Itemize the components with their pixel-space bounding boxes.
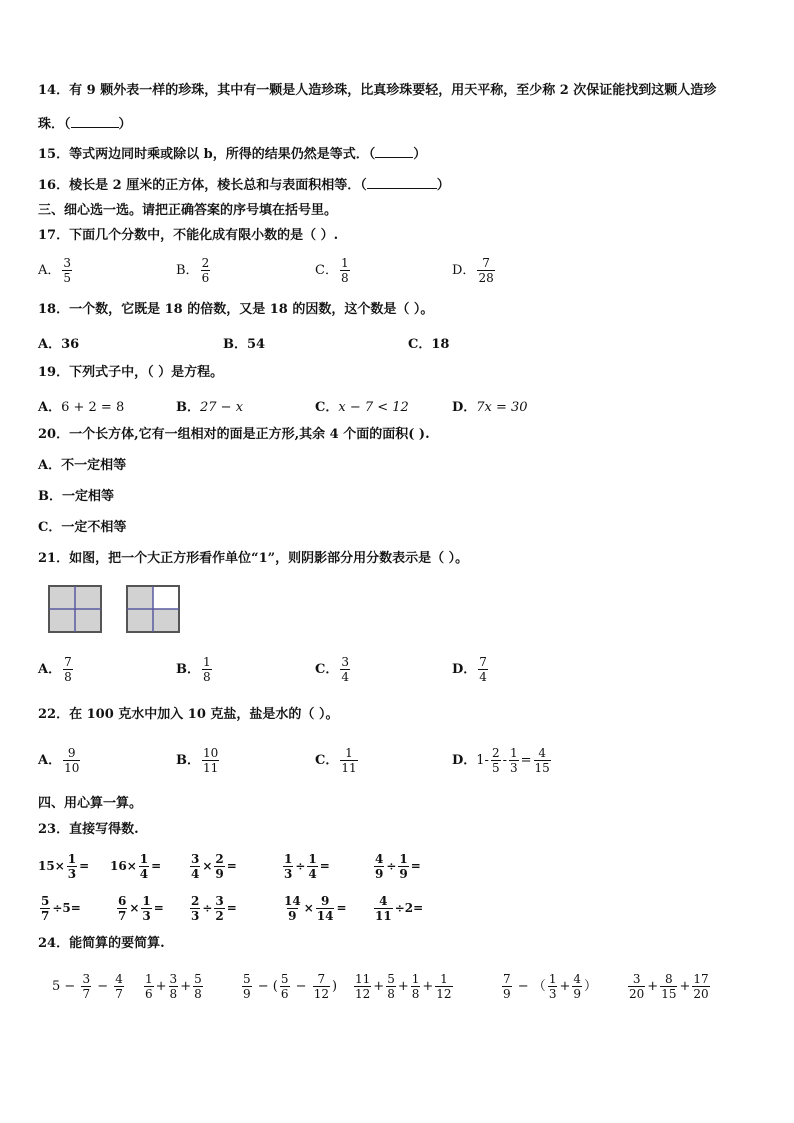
answer-blank[interactable] — [375, 145, 413, 158]
q18-option-a[interactable]: A．36 — [38, 337, 80, 352]
q14-close: ） — [118, 117, 132, 132]
q22-option-b[interactable]: B． $\frac{10}{11}$ — [176, 746, 219, 775]
q22-option-c[interactable]: C． $\frac{1}{11}$ — [315, 746, 357, 775]
q20-option-b[interactable]: B．一定相等 — [38, 489, 114, 504]
q21-option-d[interactable]: D． $\frac{7}{4}$ — [452, 655, 487, 684]
q16-line — [38, 176, 450, 195]
q19-option-d[interactable]: D．7x = 30 — [452, 400, 528, 415]
calc-item: $\frac{3}{4}$ × $\frac{2}{9}$ = — [191, 852, 237, 881]
simplify-expr: $\frac{11}{12}$ + $\frac{5}{8}$ + $\frac{1}{8}$ + $\frac{1}{12}$ — [355, 972, 452, 1001]
answer-blank[interactable] — [367, 176, 437, 189]
q21-option-b[interactable]: B． $\frac{1}{8}$ — [176, 655, 211, 684]
q19-stem: 19．下列式子中，（ ）是方程。 — [38, 365, 224, 380]
option-letter: A． — [38, 263, 61, 278]
q22-option-a[interactable]: A． $\frac{9}{10}$ — [38, 746, 80, 775]
fraction: $\frac{3}{5}$ — [63, 256, 72, 285]
q20-option-a[interactable]: A．不一定相等 — [38, 458, 127, 473]
q19-option-c[interactable]: C．x − 7 < 12 — [315, 400, 409, 415]
q14-line2 — [38, 115, 132, 134]
section-4-heading: 四、用心算一算。 — [38, 796, 143, 811]
option-letter: C． — [315, 263, 338, 278]
calc-item: $\frac{4}{11}$ ÷2= — [375, 894, 424, 923]
q21-stem: 21．如图，把一个大正方形看作单位“1”，则阴影部分用分数表示是（ ）。 — [38, 551, 469, 566]
option-letter: D． — [452, 263, 476, 278]
square-full — [49, 586, 101, 632]
option-letter: B． — [176, 263, 199, 278]
calc-item: $\frac{2}{3}$ ÷ $\frac{3}{2}$ = — [191, 894, 237, 923]
calc-item: $\frac{6}{7}$ × $\frac{1}{3}$ = — [118, 894, 164, 923]
calc-item: $\frac{14}{9}$ × $\frac{9}{14}$ = — [284, 894, 347, 923]
calc-item: 15× $\frac{1}{3}$ = — [38, 852, 90, 881]
q21-option-a[interactable]: A． $\frac{7}{8}$ — [38, 655, 72, 684]
q21-option-c[interactable]: C． $\frac{3}{4}$ — [315, 655, 349, 684]
q15-line — [38, 145, 426, 164]
q16-text: 16．棱长是 2 厘米的正方体，棱长总和与表面积相等．（ — [38, 178, 367, 193]
answer-blank[interactable] — [71, 115, 119, 128]
calc-item: $\frac{5}{7}$ ÷5= — [41, 894, 81, 923]
q18-option-c[interactable]: C．18 — [408, 337, 450, 352]
q16-close: ） — [436, 178, 450, 193]
simplify-expr: $\frac{1}{6}$ + $\frac{3}{8}$ + $\frac{5}{8}$ — [145, 972, 202, 1001]
q15-text: 15．等式两边同时乘或除以 b，所得的结果仍然是等式．（ — [38, 147, 376, 162]
q17-option-b[interactable] — [176, 256, 212, 285]
q18-stem: 18．一个数，它既是 18 的倍数，又是 18 的因数，这个数是（ ）。 — [38, 302, 434, 317]
simplify-expr: $\frac{5}{9}$ − ( $\frac{5}{6}$ − $\frac{7}{12}$ ) — [243, 972, 338, 1001]
q19-option-a[interactable]: A．6 + 2 = 8 — [38, 400, 125, 415]
q22-stem: 22．在 100 克水中加入 10 克盐，盐是水的（ ）。 — [38, 707, 339, 722]
q14-text: 珠．（ — [38, 117, 71, 132]
q17-option-c[interactable] — [315, 256, 352, 285]
fraction: $\frac{2}{6}$ — [201, 256, 210, 285]
q23-stem: 23．直接写得数. — [38, 822, 139, 837]
fraction: $\frac{7}{28}$ — [478, 256, 494, 285]
q17-stem: 17．下面几个分数中，不能化成有限小数的是（ ）. — [38, 228, 339, 243]
calc-item: $\frac{4}{9}$ ÷ $\frac{1}{9}$ = — [375, 852, 421, 881]
simplify-expr: 5 − $\frac{3}{7}$ − $\frac{4}{7}$ — [52, 972, 123, 1001]
calc-item: 16× $\frac{1}{4}$ = — [110, 852, 162, 881]
square-three-quarters — [127, 586, 179, 632]
fraction: $\frac{1}{8}$ — [340, 256, 349, 285]
q17-option-a[interactable] — [38, 256, 74, 285]
simplify-expr: $\frac{7}{9}$ − （ $\frac{1}{3}$ + $\frac{4}{9}$ ） — [503, 972, 598, 1001]
q20-stem: 20．一个长方体,它有一组相对的面是正方形,其余 4 个面的面积( ). — [38, 427, 430, 442]
q24-stem: 24．能简算的要简算. — [38, 936, 165, 951]
q17-option-d[interactable] — [452, 256, 497, 285]
section-3-heading: 三、细心选一选。请把正确答案的序号填在括号里。 — [38, 203, 338, 218]
q18-option-b[interactable]: B．54 — [223, 337, 266, 352]
q22-option-d[interactable]: D．1- $\frac{2}{5}$ - $\frac{1}{3}$ = $\frac{4}{15}$ — [452, 746, 550, 775]
q19-option-b[interactable]: B．27 − x — [176, 400, 244, 415]
shaded-squares-figure — [48, 585, 188, 635]
simplify-expr: $\frac{3}{20}$ + $\frac{8}{15}$ + $\frac{17}{20}$ — [629, 972, 709, 1001]
q15-close: ） — [413, 147, 427, 162]
q20-option-c[interactable]: C．一定不相等 — [38, 520, 127, 535]
calc-item: $\frac{1}{3}$ ÷ $\frac{1}{4}$ = — [284, 852, 330, 881]
q14-line1: 14．有 9 颗外表一样的珍珠，其中有一颗是人造珍珠，比真珍珠要轻，用天平称，至少称 2 次保证能找到这颗人造珍 — [38, 83, 717, 98]
